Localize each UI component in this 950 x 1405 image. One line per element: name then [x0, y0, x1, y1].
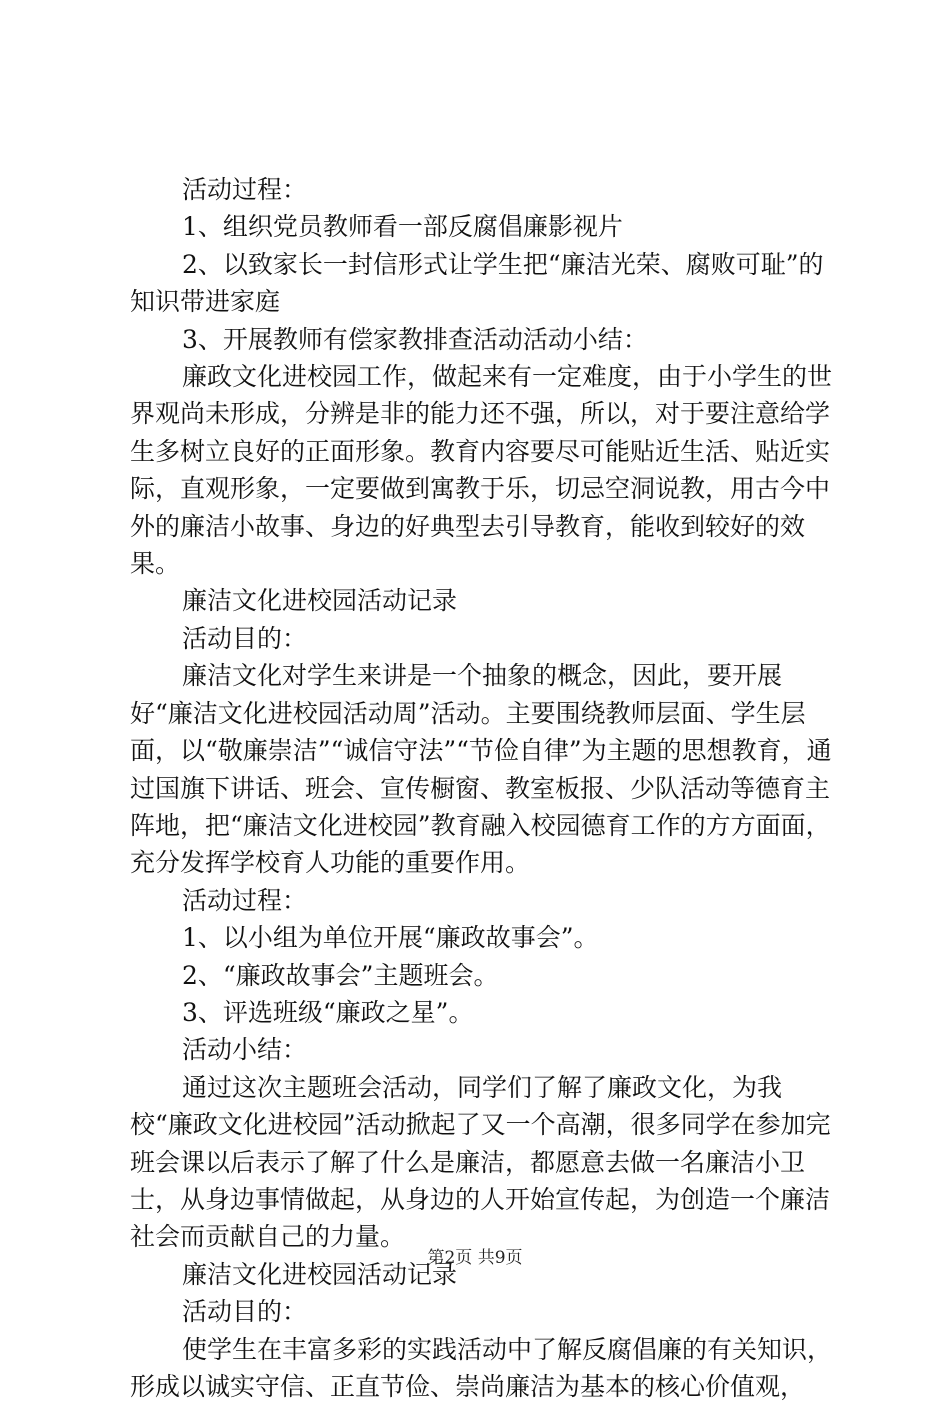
body-text [130, 171, 835, 1405]
paragraph: 活动过程： [182, 885, 308, 915]
paragraph: 2、“廉政故事会”主题班会。 [182, 960, 499, 990]
page-footer: 第2页 共9页 [427, 1248, 523, 1268]
paragraph: 1、以小组为单位开展“廉政故事会”。 [182, 923, 599, 953]
paragraph: 1、组织党员教师看一部反腐倡廉影视片 [182, 212, 623, 242]
paragraph: 3、评选班级“廉政之星”。 [182, 997, 474, 1027]
paragraph: 廉洁文化对学生来讲是一个抽象的概念，因此，要开展好“廉洁文化进校园活动周”活动。主要围绕教师层面、学生层面，以“敬廉崇洁”“诚信守法”“节俭自律”为主题的思想教育，通过国旗下讲话、班会、宣传橱窗、教室板报、少队活动等德育主阵地，把“廉洁文化进校园”教育融入校园德育工作的方方面面，充分发挥学校育人功能的重要作用。 [130, 661, 832, 878]
section-heading: 廉洁文化进校园活动记录 [182, 586, 458, 616]
paragraph: 3、开展教师有偿家教排查活动活动小结： [182, 324, 648, 354]
paragraph: 使学生在丰富多彩的实践活动中了解反腐倡廉的有关知识，形成以诚实守信、正直节俭、崇尚廉洁为基本的核心价值观， [130, 1334, 833, 1401]
section-heading: 廉洁文化进校园活动记录 [182, 1259, 458, 1289]
paragraph: 活动过程： [182, 175, 308, 204]
paragraph: 活动目的： [182, 1297, 308, 1327]
paragraph: 2、以致家长一封信形式让学生把“廉洁光荣、腐败可耻”的知识带进家庭 [130, 249, 824, 317]
paragraph: 通过这次主题班会活动，同学们了解了廉政文化，为我校“廉政文化进校园”活动掀起了又一个高潮，很多同学在参加完班会课以后表示了解了什么是廉洁，都愿意去做一名廉洁小卫士，从身边事情做起，从身边的人开始宣传起，为创造一个廉洁社会而贡献自己的力量。 [130, 1072, 831, 1252]
paragraph: 活动目的： [182, 623, 308, 653]
paragraph: 廉政文化进校园工作，做起来有一定难度，由于小学生的世界观尚未形成，分辨是非的能力还不强，所以，对于要注意给学生多树立良好的正面形象。教育内容要尽可能贴近生活、贴近实际，直观形象，一定要做到寓教于乐，切忌空洞说教，用古今中外的廉洁小故事、身边的好典型去引导教育，能收到较好的效果。 [130, 362, 833, 579]
paragraph: 活动小结： [182, 1035, 308, 1065]
